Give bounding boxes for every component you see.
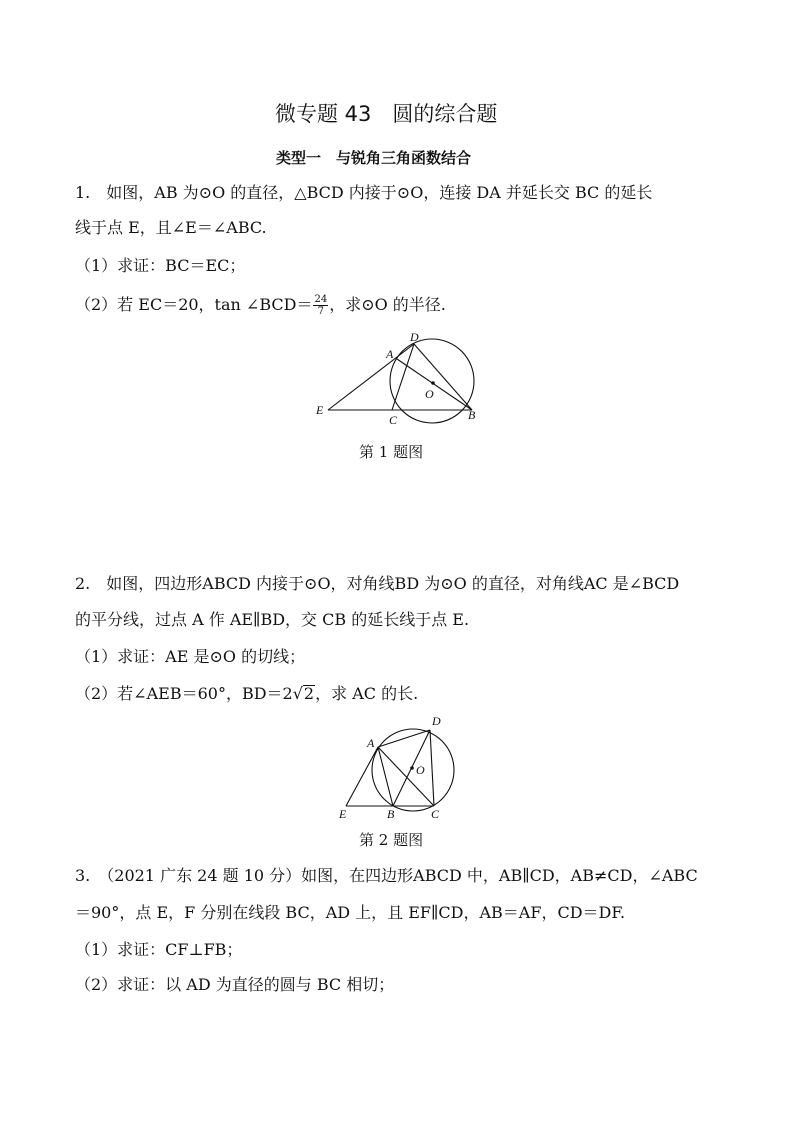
q2-segment-EA — [346, 747, 378, 806]
q1-part2-post: ，求⊙O 的半径. — [329, 295, 446, 314]
q3-stem-line1: 3. （2021 广东 24 题 10 分）如图，在四边形ABCD 中，AB∥CD，AB≠CD，∠ABC — [75, 866, 698, 885]
q3-stem-line2: ＝90°，点 E，F 分别在线段 BC，AD 上，且 EF∥CD，AB＝AF，CD＝DF. — [75, 903, 626, 922]
q2-part2-pre: （2）若∠AEB＝60°，BD＝2 — [75, 684, 293, 703]
q2-label-E: E — [339, 807, 347, 821]
q2-stem-line1: 2. 如图，四边形ABCD 内接于⊙O，对角线BD 为⊙O 的直径，对角线AC 是∠BCD — [75, 574, 680, 593]
q1-fraction-num: 24 — [314, 294, 328, 305]
q1-stem-line2: 线于点 E，且∠E＝∠ABC. — [75, 218, 267, 237]
q2-sqrt-sign: √ — [292, 684, 303, 703]
q2-label-B: B — [387, 807, 395, 821]
q2-part2-post: ，求 AC 的长. — [315, 684, 419, 703]
q1-segment-DC — [392, 344, 414, 410]
q2-sqrt-value: 2 — [303, 684, 315, 703]
q2-label-D: D — [432, 714, 441, 728]
q2-label-O: O — [416, 763, 425, 777]
q2-segment-AC — [378, 747, 434, 806]
q2-caption: 第 2 题图 — [359, 831, 424, 849]
q1-figure — [310, 330, 490, 430]
q2-figure — [330, 710, 470, 825]
q1-label-A: A — [386, 347, 394, 361]
q2-segment-AD — [378, 730, 430, 747]
page-title: 微专题 43 圆的综合题 — [275, 102, 498, 126]
q1-center-dot — [431, 381, 435, 385]
q2-segment-AB — [378, 747, 393, 806]
q1-label-C: C — [389, 413, 398, 427]
q1-part2-pre: （2）若 EC＝20，tan ∠BCD＝ — [75, 295, 313, 314]
q1-caption: 第 1 题图 — [359, 443, 424, 461]
q2-stem-line2: 的平分线，过点 A 作 AE∥BD，交 CB 的延长线于点 E. — [75, 610, 470, 629]
q2-label-C: C — [431, 807, 440, 821]
q1-stem-line1: 1. 如图，AB 为⊙O 的直径，△BCD 内接于⊙O，连接 DA 并延长交 BC 的延长 — [75, 183, 653, 202]
q1-label-D: D — [410, 330, 419, 344]
q2-center-dot — [410, 766, 414, 770]
q2-part2 — [75, 684, 418, 704]
section-subtitle: 类型一 与锐角三角函数结合 — [276, 149, 472, 167]
q2-segment-CD — [430, 730, 434, 806]
q1-label-E: E — [316, 403, 324, 417]
q1-fraction-den: 7 — [317, 306, 324, 317]
q1-segment-ED — [328, 344, 414, 410]
q3-part2: （2）求证：以 AD 为直径的圆与 BC 相切； — [75, 975, 395, 994]
q1-label-B: B — [468, 408, 476, 422]
q1-part1: （1）求证：BC＝EC； — [75, 256, 246, 275]
q3-part1: （1）求证：CF⊥FB； — [75, 940, 243, 959]
q1-part2 — [75, 294, 446, 317]
q2-label-A: A — [367, 736, 375, 750]
q1-fraction — [313, 294, 328, 317]
q1-label-O: O — [425, 387, 434, 401]
q2-part1: （1）求证：AE 是⊙O 的切线； — [75, 647, 306, 666]
